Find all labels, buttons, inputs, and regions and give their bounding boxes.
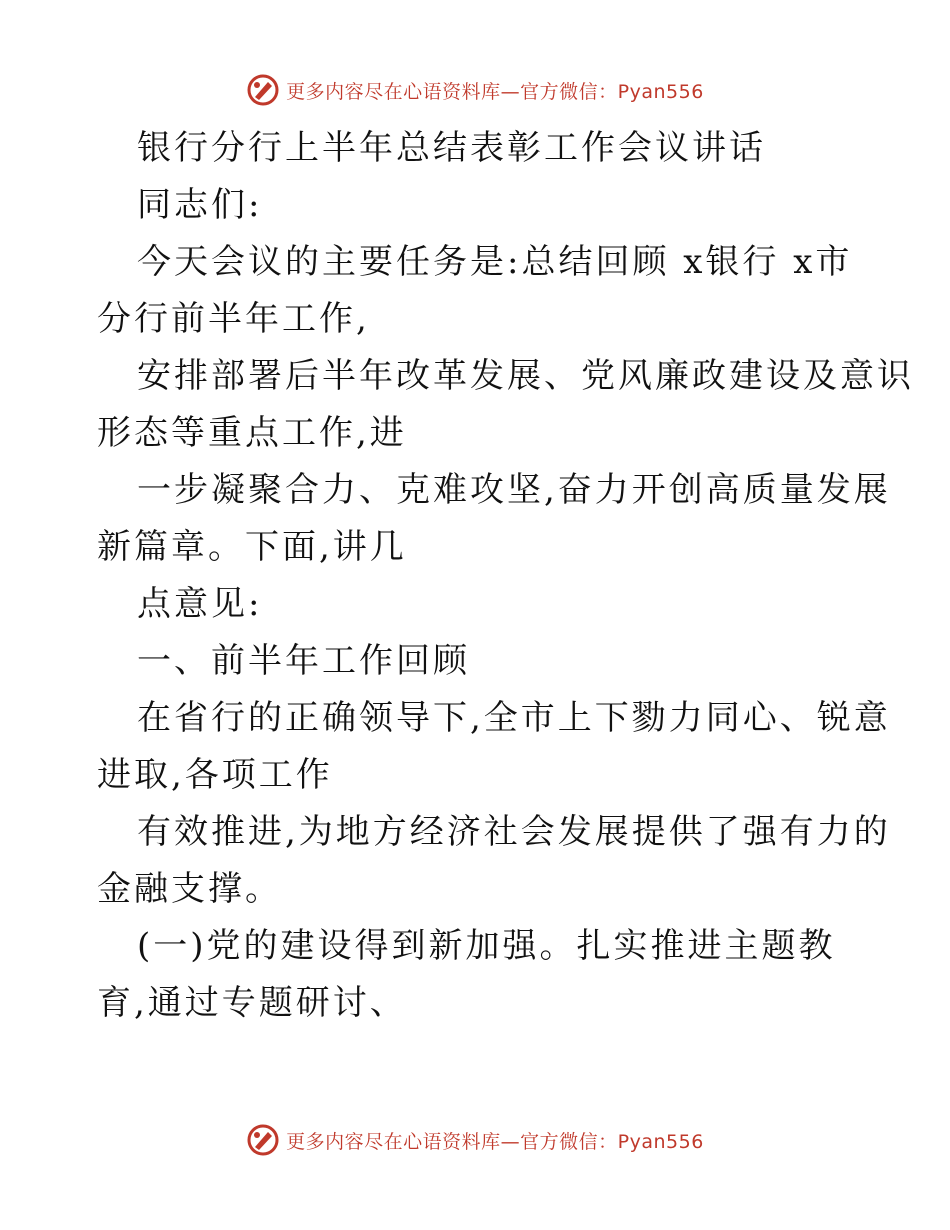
watermark-footer [0, 1120, 950, 1160]
text-line: 一步凝聚合力、克难攻坚,奋力开创高质量发展 [137, 470, 891, 510]
section-heading: 一、前半年工作回顾 [137, 641, 470, 681]
watermark-header [0, 70, 950, 110]
salutation: 同志们: [137, 185, 263, 225]
text-line: 育,通过专题研讨、 [97, 983, 407, 1023]
text-line: 今天会议的主要任务是:总结回顾 x银行 x市 [137, 242, 853, 282]
text-line: 形态等重点工作,进 [97, 413, 407, 453]
document-title: 银行分行上半年总结表彰工作会议讲话 [137, 128, 766, 168]
text-line: 分行前半年工作, [97, 299, 370, 339]
text-line: 在省行的正确领导下,全市上下勠力同心、锐意 [137, 698, 891, 738]
text-line: 安排部署后半年改革发展、党风廉政建设及意识 [137, 356, 914, 396]
document-body [97, 120, 914, 1032]
subsection-heading: (一)党的建设得到新加强。扎实推进主题教 [137, 926, 836, 966]
text-line: 点意见: [137, 584, 263, 624]
watermark-text: 更多内容尽在心语资料库—官方微信：Pyan556 [286, 80, 704, 103]
brand-logo-icon [246, 73, 280, 107]
text-line: 金融支撑。 [97, 869, 282, 909]
brand-logo-icon [246, 1123, 280, 1157]
watermark-text: 更多内容尽在心语资料库—官方微信：Pyan556 [286, 1130, 704, 1153]
text-line: 有效推进,为地方经济社会发展提供了强有力的 [137, 812, 891, 852]
text-line: 新篇章。下面,讲几 [97, 527, 407, 567]
text-line: 进取,各项工作 [97, 755, 333, 795]
